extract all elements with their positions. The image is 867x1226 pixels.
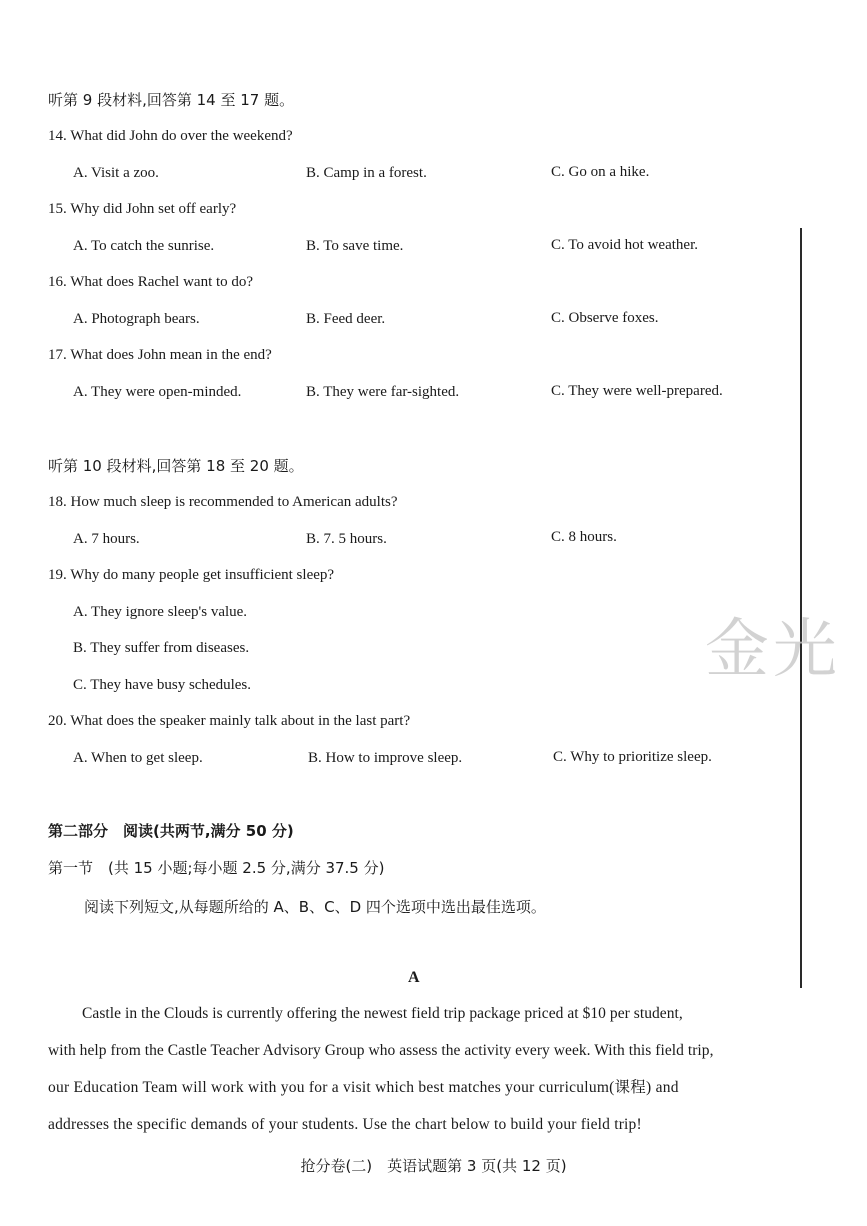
option-16-c: C. Observe foxes. xyxy=(551,310,659,326)
option-14-a: A. Visit a zoo. xyxy=(73,165,159,181)
part2-instruction: 阅读下列短文,从每题所给的 A、B、C、D 四个选项中选出最佳选项。 xyxy=(84,898,546,916)
option-19-a: A. They ignore sleep's value. xyxy=(73,604,248,620)
section10-intro: 听第 10 段材料,回答第 18 至 20 题。 xyxy=(48,457,304,475)
option-16-a: A. Photograph bears. xyxy=(73,311,200,327)
passage-line-3: our Education Team will work with you for a visit which best matches your curriculum(课程) and xyxy=(48,1079,679,1096)
option-15-a: A. To catch the sunrise. xyxy=(73,238,215,254)
option-18-a: A. 7 hours. xyxy=(73,531,140,547)
option-18-b: B. 7. 5 hours. xyxy=(306,531,387,547)
question-16: 16. What does Rachel want to do? xyxy=(48,274,254,290)
section9-intro: 听第 9 段材料,回答第 14 至 17 题。 xyxy=(48,91,295,109)
option-20-a: A. When to get sleep. xyxy=(73,750,203,766)
page-footer: 抢分卷(二) 英语试题第 3 页(共 12 页) xyxy=(300,1157,567,1175)
option-14-c: C. Go on a hike. xyxy=(551,164,650,180)
option-17-c: C. They were well-prepared. xyxy=(551,383,723,399)
passage-line-1: Castle in the Clouds is currently offering the newest field trip package priced at $10 per student, xyxy=(82,1005,683,1022)
option-20-c: C. Why to prioritize sleep. xyxy=(553,749,712,765)
option-17-a: A. They were open-minded. xyxy=(73,384,242,400)
passage-line-4: addresses the specific demands of your students. Use the chart below to build your field trip! xyxy=(48,1116,642,1133)
part2-subheading: 第一节 (共 15 小题;每小题 2.5 分,满分 37.5 分) xyxy=(48,859,385,877)
option-20-b: B. How to improve sleep. xyxy=(308,750,463,766)
option-15-b: B. To save time. xyxy=(306,238,404,254)
watermark-stamp: 金光 xyxy=(705,613,841,687)
passage-body xyxy=(48,995,788,1143)
question-19: 19. Why do many people get insufficient sleep? xyxy=(48,567,335,583)
option-17-b: B. They were far-sighted. xyxy=(306,384,460,400)
question-18: 18. How much sleep is recommended to American adults? xyxy=(48,494,398,510)
option-19-b: B. They suffer from diseases. xyxy=(73,640,250,656)
part2-heading: 第二部分 阅读(共两节,满分 50 分) xyxy=(48,822,294,840)
option-18-c: C. 8 hours. xyxy=(551,529,617,545)
option-14-b: B. Camp in a forest. xyxy=(306,165,427,181)
question-14: 14. What did John do over the weekend? xyxy=(48,128,293,144)
passage-letter: A xyxy=(408,969,420,986)
option-15-c: C. To avoid hot weather. xyxy=(551,237,698,253)
question-20: 20. What does the speaker mainly talk about in the last part? xyxy=(48,713,411,729)
option-19-c: C. They have busy schedules. xyxy=(73,677,252,693)
question-15: 15. Why did John set off early? xyxy=(48,201,237,217)
question-17: 17. What does John mean in the end? xyxy=(48,347,272,363)
passage-line-2: with help from the Castle Teacher Advisory Group who assess the activity every week. With this field trip, xyxy=(48,1042,714,1059)
option-16-b: B. Feed deer. xyxy=(306,311,386,327)
